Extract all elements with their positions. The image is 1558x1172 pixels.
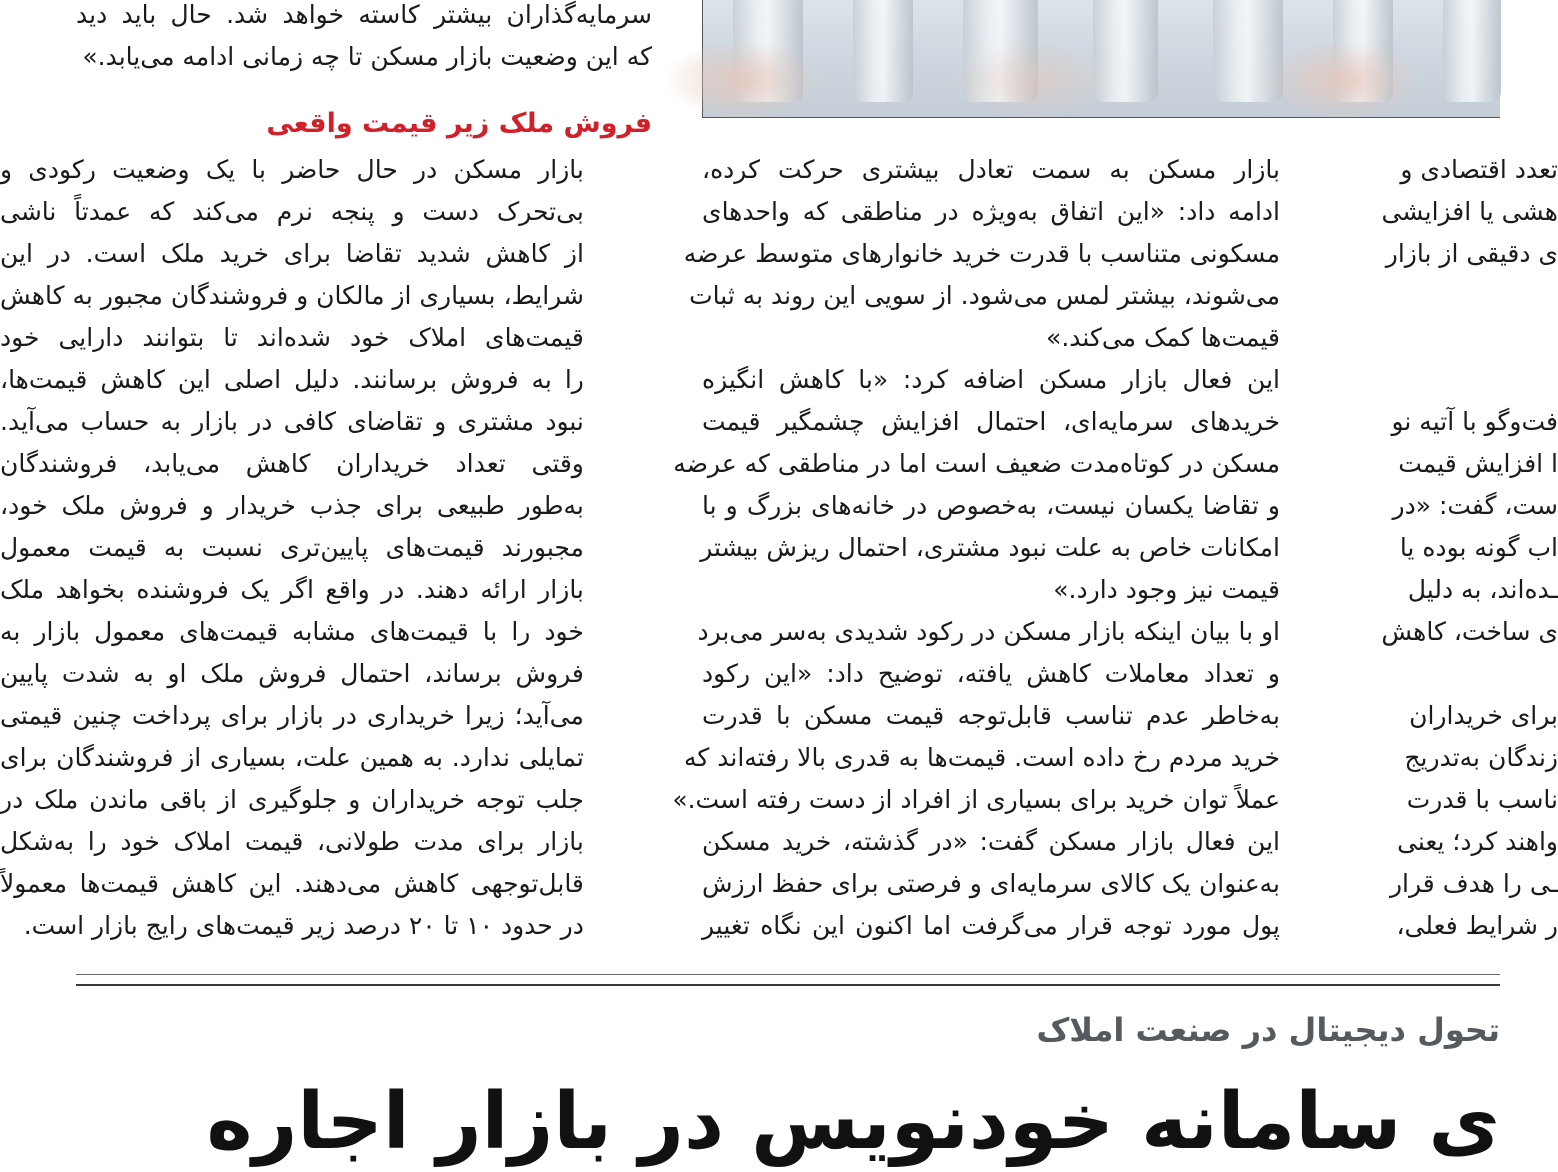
text-line: مجبورند قیمت‌های پایین‌تری نسبت به قیمت معمول: [0, 533, 584, 562]
text-line: [1328, 359, 1558, 401]
bokeh-light: [953, 40, 1113, 120]
coin-stack: [853, 0, 913, 102]
text-line: [1328, 317, 1558, 359]
text-line: ست، گفت: «در: [1392, 491, 1558, 520]
text-line: به‌خاطر عدم تناسب قابل‌توجه قیمت مسکن با قدرت: [702, 701, 1280, 730]
text-line: نبود مشتری و تقاضای کافی در بازار به حساب می‌آید.: [0, 407, 584, 436]
text-line: از کاهش شدید تقاضا برای خرید ملک است. در این: [0, 239, 584, 268]
text-line: که این وضعیت بازار مسکن تا چه زمانی ادامه می‌یابد.»: [82, 42, 652, 71]
text-line: قیمت‌ها کمک می‌کند.»: [1046, 323, 1280, 352]
text-line: وقتی تعداد خریداران کاهش می‌یابد، فروشندگان: [0, 449, 584, 478]
text-line: به‌عنوان یک کالای سرمایه‌ای و فرصتی برای حفظ ارزش: [701, 869, 1280, 898]
coins-photo: [702, 0, 1500, 118]
text-line: قیمت‌های املاک خود شده‌اند تا بتوانند دارایی خود: [0, 323, 584, 352]
text-line: او با بیان اینکه بازار مسکن در رکود شدیدی به‌سر می‌برد: [697, 617, 1280, 646]
text-line: می‌شوند، بیشتر لمس می‌شود. از سویی این روند به ثبات: [689, 281, 1280, 310]
text-line: [1328, 653, 1558, 695]
text-line: امکانات خاص به علت نبود مشتری، احتمال ریزش بیشتر: [700, 533, 1280, 562]
text-line: و تعداد معاملات کاهش یافته، توضیح داد: «این رکود: [702, 659, 1280, 688]
text-line: را به فروش برسانند. دلیل اصلی این کاهش قیمت‌ها،: [0, 365, 584, 394]
next-article-headline: ی سامانه خودنویس در بازار اجاره: [206, 1077, 1500, 1167]
text-line: تمایلی ندارد. به همین علت، بسیاری از فروشندگان برای: [0, 743, 584, 772]
text-line: خرید مردم رخ داده است. قیمت‌ها به قدری بالا رفته‌اند که: [683, 743, 1280, 772]
text-line: این فعال بازار مسکن اضافه کرد: «با کاهش انگیزه: [702, 365, 1280, 394]
text-line: قیمت نیز وجود دارد.»: [1053, 575, 1280, 604]
text-line: مسکونی متناسب با قدرت خرید خانوارهای متوسط عرضه: [683, 239, 1280, 268]
text-line: ادامه داد: «این اتفاق به‌ویژه در مناطقی که واحدهای: [702, 197, 1280, 226]
text-line: خریدهای سرمایه‌ای، احتمال افزایش چشمگیر قیمت: [702, 407, 1280, 436]
middle-column-body: [672, 149, 1280, 947]
text-line: زندگان به‌تدریج: [1404, 743, 1558, 772]
right-column-body: [1328, 149, 1558, 947]
text-line: می‌آید؛ زیرا خریداری در بازار برای پرداخت چنین قیمتی: [0, 701, 584, 730]
text-line: در حدود ۱۰ تا ۲۰ درصد زیر قیمت‌های رایج بازار است.: [23, 911, 584, 940]
next-article-kicker: تحول دیجیتال در صنعت املاک: [1036, 1011, 1500, 1049]
text-line: و تقاضا یکسان نیست، به‌خصوص در خانه‌های بزرگ و با: [702, 491, 1280, 520]
left-column-body: [0, 149, 584, 947]
text-line: شرایط، بسیاری از مالکان و فروشندگان مجبور به کاهش: [0, 281, 584, 310]
text-line: ا افزایش قیمت: [1398, 449, 1558, 478]
text-line: قابل‌توجهی کاهش می‌دهند. این کاهش قیمت‌ها معمولاً: [0, 869, 584, 898]
text-line: مسکن در کوتاه‌مدت ضعیف است اما در مناطقی که عرضه: [673, 449, 1280, 478]
text-line: [1328, 275, 1558, 317]
text-line: بازار مسکن در حال حاضر با یک وضعیت رکودی و: [0, 155, 584, 184]
text-line: اب گونه بوده یا: [1399, 533, 1558, 562]
coin-stack: [1443, 0, 1501, 102]
section-subheading: فروش ملک زیر قیمت واقعی: [266, 108, 652, 139]
text-line: تعدد اقتصادی و: [1400, 155, 1558, 184]
text-line: ی ساخت، کاهش: [1381, 617, 1558, 646]
section-divider: [76, 984, 1500, 986]
text-line: این فعال بازار مسکن گفت: «در گذشته، خرید مسکن: [702, 827, 1280, 856]
text-line: بازار مسکن به سمت تعادل بیشتری حرکت کرده،: [702, 155, 1280, 184]
text-line: هشی یا افزایشی: [1381, 197, 1558, 226]
text-line: بازار برای مدت طولانی، قیمت املاک خود را به‌شکل: [0, 827, 584, 856]
text-line: بازار ارائه دهند. در واقع اگر یک فروشنده بخواهد ملک: [0, 575, 584, 604]
text-line: ر شرایط فعلی،: [1396, 911, 1558, 940]
left-column-top: [76, 0, 652, 78]
text-line: فت‌وگو با آتیه نو: [1391, 407, 1558, 436]
text-line: عملاً توان خرید برای بسیاری از افراد از دست رفته است.»: [672, 785, 1280, 814]
text-line: ـده‌اند، به دلیل: [1407, 575, 1558, 604]
bokeh-light: [663, 40, 823, 120]
text-line: بی‌تحرک دست و پنجه نرم می‌کند که عمدتاً ناشی: [0, 197, 584, 226]
bokeh-light: [1263, 40, 1423, 120]
text-line: به‌طور طبیعی برای جذب خریدار و فروش ملک خود،: [0, 491, 584, 520]
text-line: ـی را هدف قرار: [1389, 869, 1558, 898]
text-line: پول مورد توجه قرار می‌گرفت اما اکنون این نگاه تغییر: [702, 911, 1280, 940]
text-line: جلب توجه خریداران و جلوگیری از باقی ماندن ملک در: [0, 785, 584, 814]
text-line: فروش برساند، احتمال فروش ملک او به شدت پایین: [0, 659, 584, 688]
text-line: ی دقیقی از بازار: [1385, 239, 1558, 268]
text-line: واهند کرد؛ یعنی: [1397, 827, 1558, 856]
text-line: برای خریداران: [1409, 701, 1558, 730]
text-line: ناسب با قدرت: [1406, 785, 1558, 814]
text-line: سرمایه‌گذاران بیشتر کاسته خواهد شد. حال باید دید: [76, 0, 652, 29]
text-line: خود را با قیمت‌های مشابه قیمت‌های معمول بازار به: [0, 617, 584, 646]
section-divider: [76, 974, 1500, 975]
